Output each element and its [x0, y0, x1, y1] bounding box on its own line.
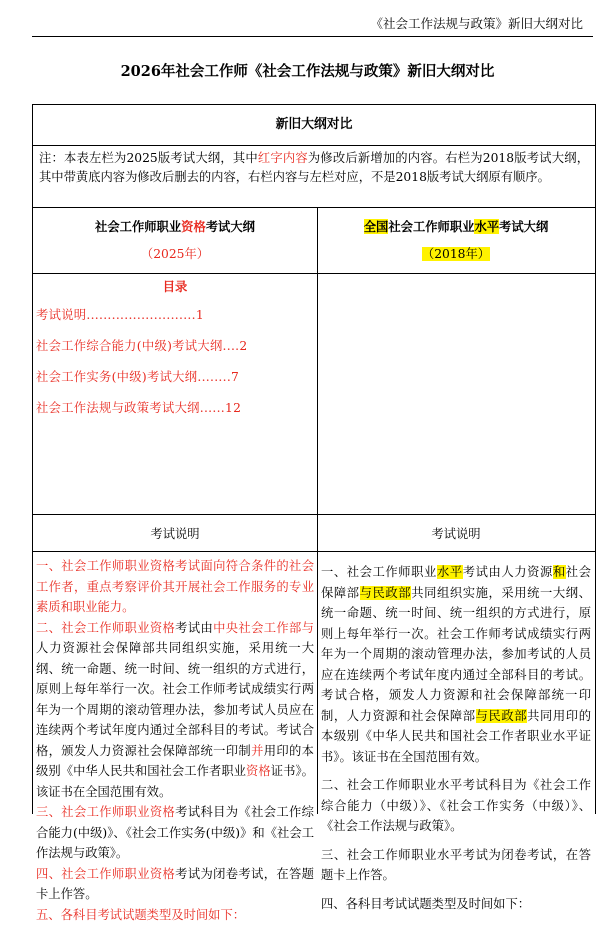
table-note — [33, 146, 595, 208]
row-divider — [33, 514, 595, 515]
right-body — [318, 562, 595, 914]
left-p2-red-5: 资格 — [246, 764, 271, 778]
toc-item: 社会工作法规与政策考试大纲......12 — [36, 393, 314, 424]
left-head-year: （2025年） — [36, 244, 314, 265]
note-text-2: 为修改后新增加的内容。右栏为2018版考试大纲，其中带黄底内容为修改后删去的内容，右栏内容与左栏对应，不是2018版考试大纲原有顺序。 — [39, 151, 589, 184]
toc-item: 社会工作综合能力(中级)考试大纲....2 — [36, 331, 314, 362]
left-p2-red-2: 资格 — [150, 621, 175, 635]
table-of-contents — [33, 276, 317, 424]
section-label-right: 考试说明 — [318, 524, 595, 545]
table-header: 新旧大纲对比 — [33, 105, 595, 146]
right-head-hl-1: 全国 — [364, 219, 389, 234]
left-head-text-1: 社会工作师职业 — [95, 219, 181, 234]
right-p1-hl-2: 和 — [553, 565, 566, 579]
left-p2-text-3: 用印的本级别《中华人民共和国社会工作者职业 — [36, 744, 314, 779]
left-column-header — [33, 217, 317, 264]
right-p1-text-2: 考试由人力资源 — [463, 565, 553, 579]
comparison-table — [32, 104, 596, 814]
note-text-1: 注：本表左栏为2025版考试大纲，其中 — [39, 151, 258, 165]
toc-item: 考试说明..........................1 — [36, 300, 314, 331]
right-head-hl-2: 水平 — [474, 219, 499, 234]
left-p2-text-1: 考试由 — [175, 621, 213, 635]
right-para-4: 四、各科目考试试题类型及时间如下： — [321, 894, 591, 915]
toc-title: 目录 — [36, 276, 314, 298]
left-p3-red-2: 资格 — [150, 805, 175, 819]
right-p1-hl-3: 与民政部 — [360, 586, 412, 600]
toc-item: 社会工作实务(中级)考试大纲........7 — [36, 362, 314, 393]
left-p4-red-2: 资格 — [150, 867, 175, 881]
right-para-3: 三、社会工作师职业水平考试为闭卷考试，在答题卡上作答。 — [321, 845, 591, 886]
right-p1-text-5: 共同用印的本级别《中华人民共和国社会工作者职业水平证书》。该证书在全国范围有效。 — [321, 709, 591, 764]
left-p3-text: 考试科目为《社会工作综合能力(中级)》、《社会工作实务(中级)》和《社会工作法规与政策》。 — [36, 805, 314, 860]
document-title: 2026年社会工作师《社会工作法规与政策》新旧大纲对比 — [0, 60, 615, 81]
left-para-2 — [36, 618, 314, 803]
right-p1-hl-1: 水平 — [437, 565, 463, 579]
right-head-text-2: 考试大纲 — [499, 219, 548, 234]
right-para-2: 二、社会工作师职业水平考试科目为《社会工作综合能力（中级）》、《社会工作实务（中级）》、《社会工作法规与政策》。 — [321, 775, 591, 837]
left-para-3 — [36, 802, 314, 864]
section-label-left: 考试说明 — [33, 524, 317, 545]
left-p2-red-4: 并 — [251, 744, 264, 758]
right-p1-text-3: 社会保障部 — [321, 565, 591, 600]
right-para-1 — [321, 562, 591, 767]
right-p1-text-1: 一、社会工作师职业 — [321, 565, 437, 579]
left-p2-text-2: 人力资源社会保障部共同组织实施，采用统一大纲、统一命题、统一时间、统一组织的方式进行，原则上每年举行一次。社会工作师考试成绩实行两年为一个周期的滚动管理办法，参加考试人员应在连续两个考试年度内通过全部科目的考试。考试合格，颁发人力资源社会保障部统一印制 — [36, 641, 314, 758]
left-body — [33, 556, 317, 925]
left-para-4 — [36, 864, 314, 905]
left-p2-red-1: 二、社会工作师职业 — [36, 621, 150, 635]
row-divider — [33, 273, 595, 274]
left-p4-red-1: 四、社会工作师职业 — [36, 867, 150, 881]
left-head-red: 资格 — [181, 219, 206, 234]
row-divider — [33, 551, 595, 552]
left-p2-red-3: 中央社会工作部与 — [213, 621, 314, 635]
note-red-text: 红字内容 — [258, 151, 308, 165]
right-head-text-1: 社会工作师职业 — [388, 219, 474, 234]
left-p4-text: 考试为闭卷考试，在答题卡上作答。 — [36, 867, 314, 902]
two-column-grid — [33, 207, 595, 814]
left-p2-text-4: 证书》。该证书在全国范围有效。 — [36, 764, 314, 799]
right-p1-hl-4: 与民政部 — [476, 709, 528, 723]
right-head-year: （2018年） — [422, 247, 490, 261]
left-p3-red-1: 三、社会工作师职业 — [36, 805, 150, 819]
right-column-header — [318, 217, 595, 264]
right-p1-text-4: 共同组织实施，采用统一大纲、统一命题、统一时间、统一组织的方式进行，原则上每年举行一次。社会工作师考试成绩实行两年为一个周期的滚动管理办法，参加考试的人员应在连续两个考试年度内通过全部科目的考试。考试合格，颁发人力资源和社会保障部统一印制，人力资源和社会保障部 — [321, 586, 591, 723]
left-para-1: 一、社会工作师职业资格考试面向符合条件的社会工作者，重点考察评价其开展社会工作服务的专业素质和职业能力。 — [36, 556, 314, 618]
running-header: 《社会工作法规与政策》新旧大纲对比 — [370, 14, 583, 32]
header-rule — [32, 36, 593, 37]
left-head-text-2: 考试大纲 — [206, 219, 255, 234]
left-para-5: 五、各科目考试试题类型及时间如下： — [36, 905, 314, 925]
